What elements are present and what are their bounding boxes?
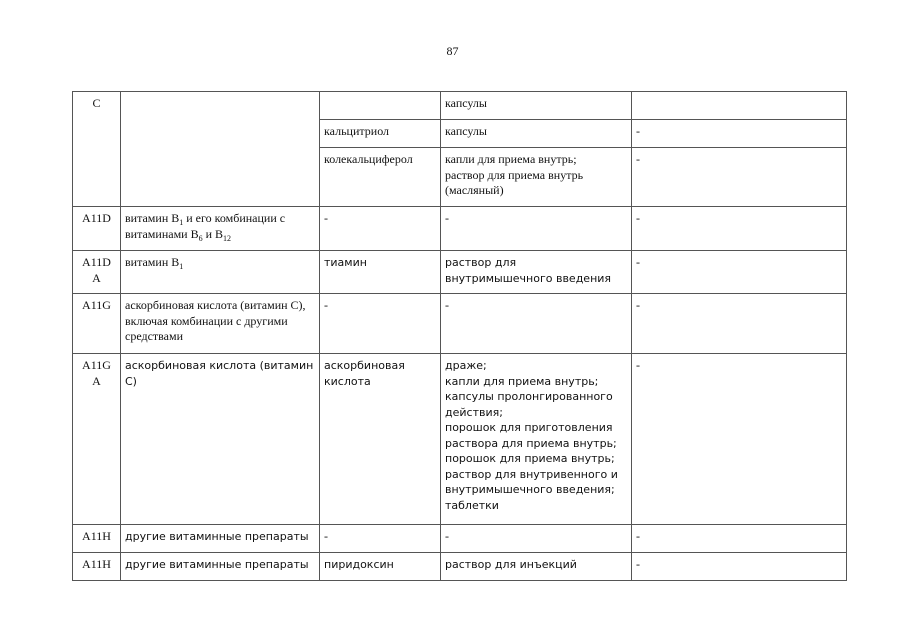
- table-row: [73, 92, 847, 120]
- page-number: 87: [446, 44, 459, 58]
- substance-cell: -: [320, 207, 441, 251]
- forms-cell: капсулы: [441, 120, 632, 148]
- substance-cell: тиамин: [320, 251, 441, 294]
- note-cell: -: [632, 354, 847, 525]
- table-row: [73, 294, 847, 354]
- forms-cell: раствор для внутримышечного введения: [441, 251, 632, 294]
- atc-code-cell: A11H: [73, 553, 121, 581]
- group-cell: другие витаминные препараты: [121, 553, 320, 581]
- substance-cell: кальцитриол: [320, 120, 441, 148]
- atc-code-cell: A11G: [73, 294, 121, 354]
- atc-code-cell: С: [73, 92, 121, 207]
- substance-cell: аскорбиновая кислота: [320, 354, 441, 525]
- forms-cell: драже; капли для приема внутрь; капсулы пролонгированного действия; порошок для приготовления раствора для приема внутрь; порошок для приема внутрь; раствор для внутривенного и внутримышечного введения; таблетки: [441, 354, 632, 525]
- forms-cell: -: [441, 525, 632, 553]
- atc-code-cell: A11H: [73, 525, 121, 553]
- substance-cell: -: [320, 525, 441, 553]
- forms-cell: -: [441, 294, 632, 354]
- note-cell: -: [632, 207, 847, 251]
- table-row: [73, 525, 847, 553]
- forms-cell: капсулы: [441, 92, 632, 120]
- forms-cell: раствор для инъекций: [441, 553, 632, 581]
- note-cell: [632, 92, 847, 120]
- note-cell: -: [632, 148, 847, 207]
- substance-cell: пиридоксин: [320, 553, 441, 581]
- atc-code-cell: A11D A: [73, 251, 121, 294]
- substance-cell: -: [320, 294, 441, 354]
- table-row: [73, 553, 847, 581]
- note-cell: -: [632, 525, 847, 553]
- note-cell: -: [632, 251, 847, 294]
- note-cell: -: [632, 120, 847, 148]
- group-cell: витамин $B_1$ и его комбинации с витаминами $B_6$ и $B_{12}$: [121, 207, 320, 251]
- group-cell: витамин $B_1$: [121, 251, 320, 294]
- note-cell: -: [632, 294, 847, 354]
- forms-cell: -: [441, 207, 632, 251]
- table-row: [73, 251, 847, 294]
- group-cell: [121, 92, 320, 207]
- atc-code-cell: A11D: [73, 207, 121, 251]
- substance-cell: [320, 92, 441, 120]
- substance-cell: колекальциферол: [320, 148, 441, 207]
- forms-cell: капли для приема внутрь; раствор для приема внутрь (масляный): [441, 148, 632, 207]
- atc-code-cell: A11G A: [73, 354, 121, 525]
- group-cell: аскорбиновая кислота (витамин С), включая комбинации с другими средствами: [121, 294, 320, 354]
- table-row: [73, 207, 847, 251]
- group-cell: другие витаминные препараты: [121, 525, 320, 553]
- table-row: [73, 354, 847, 525]
- drug-table: [72, 91, 847, 581]
- note-cell: -: [632, 553, 847, 581]
- group-cell: аскорбиновая кислота (витамин С): [121, 354, 320, 525]
